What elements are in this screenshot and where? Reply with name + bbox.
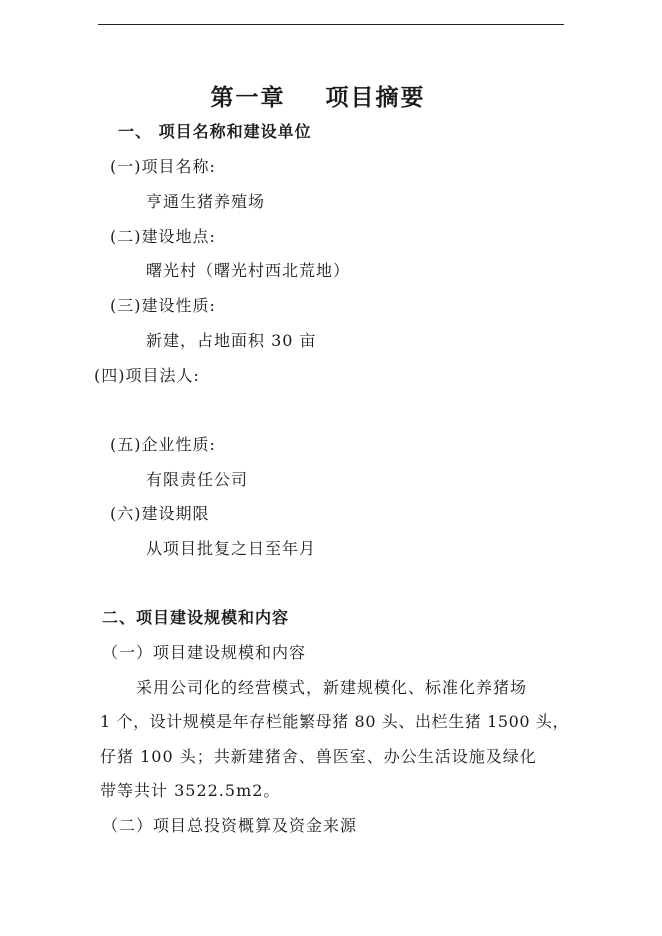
item-label-nature: (三)建设性质:: [110, 296, 216, 315]
paragraph-line-3: 仔猪 100 头；共新建猪舍、兽医室、办公生活设施及绿化: [100, 747, 537, 766]
chapter-title: 第一章 项目摘要: [210, 84, 426, 111]
item-value-location: 曙光村（曙光村西北荒地）: [146, 261, 351, 280]
header-rule: [98, 24, 564, 25]
item-label-enterprise-type: (五)企业性质:: [110, 435, 216, 454]
paragraph-line-1: 采用公司化的经营模式，新建规模化、标准化养猪场: [136, 678, 528, 697]
section-heading-1: 一、 项目名称和建设单位: [118, 122, 312, 141]
item-label-project-name: (一)项目名称:: [110, 157, 216, 176]
paragraph-line-4: 带等共计 3522.5m2。: [100, 781, 281, 800]
subsection-investment: （二）项目总投资概算及资金来源: [102, 816, 358, 835]
item-value-project-name: 亨通生猪养殖场: [146, 192, 266, 211]
item-value-enterprise-type: 有限责任公司: [146, 470, 249, 489]
item-label-location: (二)建设地点:: [110, 227, 216, 246]
paragraph-line-2: 1 个，设计规模是年存栏能繁母猪 80 头、出栏生猪 1500 头，: [100, 712, 570, 731]
section-heading-2: 二、项目建设规模和内容: [102, 608, 290, 627]
item-label-legal-person: (四)项目法人:: [94, 366, 200, 385]
item-value-period: 从项目批复之日至年月: [146, 539, 317, 558]
subsection-scale-content: （一）项目建设规模和内容: [102, 643, 307, 662]
item-value-nature: 新建，占地面积 30 亩: [146, 331, 317, 350]
item-label-period: (六)建设期限: [110, 504, 210, 523]
